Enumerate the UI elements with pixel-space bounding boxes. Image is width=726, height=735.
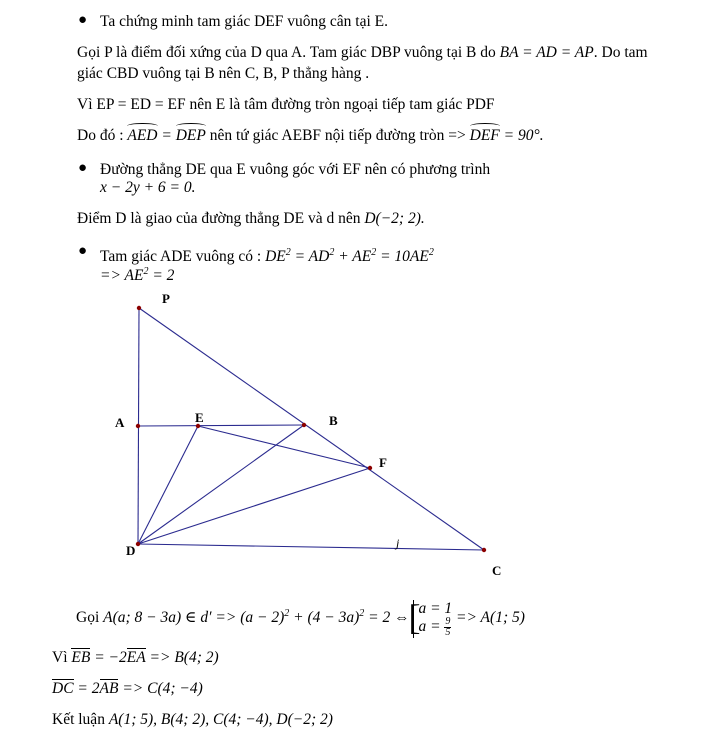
segment-df: [138, 468, 370, 544]
text-line-2: Gọi P là điểm đối xứng của D qua A. Tam giác DBP vuông tại B do BA = AD = AP. Do tam: [77, 44, 648, 61]
label-b: B: [329, 413, 338, 428]
text-line-14: Kết luận A(1; 5), B(4; 2), C(4; −4), D(−2; 2): [52, 711, 333, 728]
text-line-8: Điểm D là giao của đường thẳng DE và d nên D(−2; 2).: [77, 210, 425, 227]
text-line-7: x − 2y + 6 = 0.: [100, 179, 196, 196]
label-a: A: [115, 415, 125, 430]
text-line-12: Vì EB = −2EA => B(4; 2): [52, 649, 219, 666]
text-line-1: Ta chứng minh tam giác DEF vuông cân tại E.: [100, 13, 388, 30]
segment-ab: [138, 425, 304, 426]
geometry-diagram: [100, 290, 520, 590]
text-line-11: Gọi A(a; 8 − 3a) ∈ $d' => (a - 2)^2 + (4 - 3a)^2 = 2$ ⇔ [ a = 1 a = $\frac{9}{5}$ => A(1; 5): [76, 596, 525, 638]
bullet-2: ●: [78, 160, 88, 176]
segment-de: [138, 426, 198, 544]
label-f: F: [379, 455, 387, 470]
segment-dc: [138, 544, 484, 550]
label-d: D: [126, 543, 136, 558]
point-a: [136, 424, 140, 428]
bullet-3: ●: [78, 243, 88, 259]
label-p: P: [162, 291, 170, 306]
text-line-13: DC = 2AB => C(4; −4): [52, 680, 203, 697]
segment-db: [138, 425, 304, 544]
text-line-6: Đường thẳng DE qua E vuông góc với EF nên có phương trình: [100, 161, 491, 178]
bullet-1: ●: [78, 12, 88, 28]
text-line-4: Vì EP = ED = EF nên E là tâm đường tròn ngoại tiếp tam giác PDF: [77, 96, 495, 113]
label-line-d: j: [396, 536, 400, 550]
text-line-3: giác CBD vuông tại B nên C, B, P thẳng hàng .: [77, 65, 370, 82]
point-b: [302, 423, 306, 427]
point-f: [368, 466, 372, 470]
segment-ef: [198, 426, 370, 468]
point-d: [136, 542, 140, 546]
point-c: [482, 548, 486, 552]
segment-pc: [139, 308, 484, 550]
label-c: C: [492, 563, 502, 578]
label-e: E: [195, 410, 204, 425]
point-p: [137, 306, 141, 310]
text-line-10: => $AE^2 = 2$: [100, 266, 175, 285]
text-line-5: Do đó : AED = DEP nên tứ giác AEBF nội tiếp đường tròn => DEF = 90°.: [77, 127, 544, 144]
equation-system: [ a = 1 a = $\frac{9}{5}$: [408, 596, 453, 638]
text-line-9: Tam giác ADE vuông có : $DE^2 = AD^2 + AE^2 = 10AE^2$: [100, 247, 434, 266]
